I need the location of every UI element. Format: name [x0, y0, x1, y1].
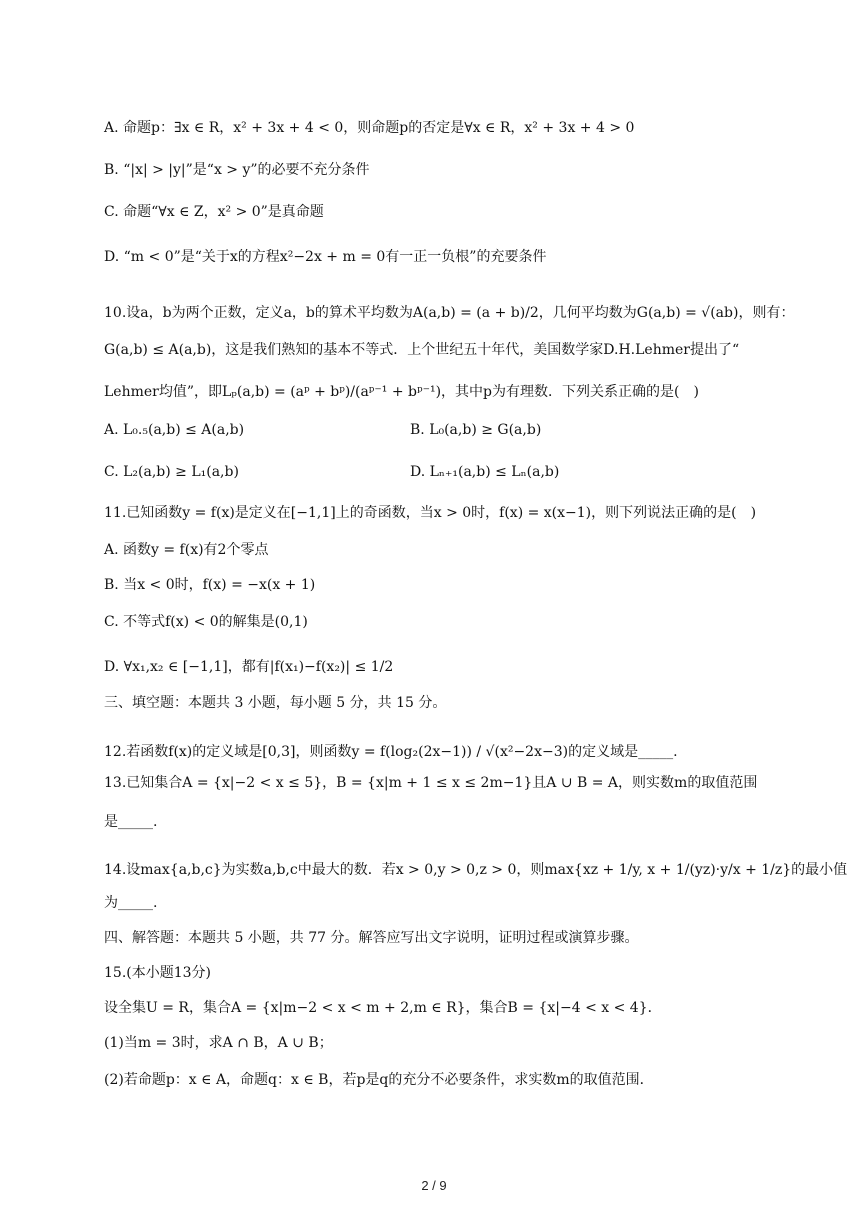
- q11-option-b: B. 当x < 0时，f(x) = −x(x + 1): [104, 577, 316, 593]
- q11-option-a: A. 函数y = f(x)有2个零点: [104, 542, 269, 558]
- q15-title: 15.(本小题13分): [104, 965, 212, 981]
- page-number: 2 / 9: [421, 1178, 447, 1193]
- q11-stem: 11.已知函数y = f(x)是定义在[−1,1]上的奇函数，当x > 0时，f(x) = x(x−1)，则下列说法正确的是( ): [104, 505, 757, 521]
- q13-line1: 13.已知集合A = {x|−2 < x ≤ 5}，B = {x|m + 1 ≤ x ≤ 2m−1}且A ∪ B = A，则实数m的取值范围: [104, 775, 758, 791]
- q15-part1: (1)当m = 3时，求A ∩ B，A ∪ B；: [104, 1035, 333, 1051]
- q15-part2: (2)若命题p：x ∈ A，命题q：x ∈ B，若p是q的充分不必要条件，求实数m的取值范围．: [104, 1072, 654, 1088]
- q12: 12.若函数f(x)的定义域是[0,3]，则函数y = f(log₂(2x−1)) / √(x²−2x−3)的定义域是_____.: [104, 744, 678, 760]
- q14-line2: 为_____.: [104, 895, 158, 911]
- q11-option-d: D. ∀x₁,x₂ ∈ [−1,1]，都有|f(x₁)−f(x₂)| ≤ 1/2: [104, 659, 394, 675]
- q11-option-c: C. 不等式f(x) < 0的解集是(0,1): [104, 614, 308, 630]
- q10-option-d: D. Lₙ₊₁(a,b) ≤ Lₙ(a,b): [410, 464, 560, 480]
- q15-stem: 设全集U = R，集合A = {x|m−2 < x < m + 2,m ∈ R}，集合B = {x|−4 < x < 4}．: [104, 1000, 662, 1016]
- q9-option-c: C. 命题“∀x ∈ Z，x² > 0”是真命题: [104, 204, 324, 220]
- q10-option-c: C. L₂(a,b) ≥ L₁(a,b): [104, 464, 239, 480]
- q10-stem-line1: 10.设a，b为两个正数，定义a，b的算术平均数为A(a,b) = (a + b)/2，几何平均数为G(a,b) = √(ab)，则有：: [104, 305, 795, 321]
- q10-stem-line2: G(a,b) ≤ A(a,b)，这是我们熟知的基本不等式．上个世纪五十年代，美国数学家D.H.Lehmer提出了“: [104, 342, 740, 358]
- q10-option-b: B. L₀(a,b) ≥ G(a,b): [410, 422, 542, 438]
- q10-stem-line3: Lehmer均值”，即Lₚ(a,b) = (aᵖ + bᵖ)/(aᵖ⁻¹ + bᵖ⁻¹)，其中p为有理数．下列关系正确的是( ): [104, 384, 699, 400]
- q9-option-a: A. 命题p：∃x ∈ R，x² + 3x + 4 < 0，则命题p的否定是∀x ∈ R，x² + 3x + 4 > 0: [104, 120, 635, 136]
- section-4-heading: 四、解答题：本题共 5 小题，共 77 分。解答应写出文字说明，证明过程或演算步骤。: [104, 930, 639, 946]
- q9-option-d: D. “m < 0”是“关于x的方程x²−2x + m = 0有一正一负根”的充要条件: [104, 249, 547, 265]
- q14-line1: 14.设max{a,b,c}为实数a,b,c中最大的数．若x > 0,y > 0,z > 0，则max{xz + 1/y, x + 1/(yz)·y/x + 1/z}的最小值: [104, 862, 848, 878]
- q9-option-b: B. “|x| > |y|”是“x > y”的必要不充分条件: [104, 162, 370, 178]
- section-3-heading: 三、填空题：本题共 3 小题，每小题 5 分，共 15 分。: [104, 695, 447, 711]
- q13-line2: 是_____.: [104, 814, 158, 830]
- q10-option-a: A. L₀.₅(a,b) ≤ A(a,b): [104, 422, 245, 438]
